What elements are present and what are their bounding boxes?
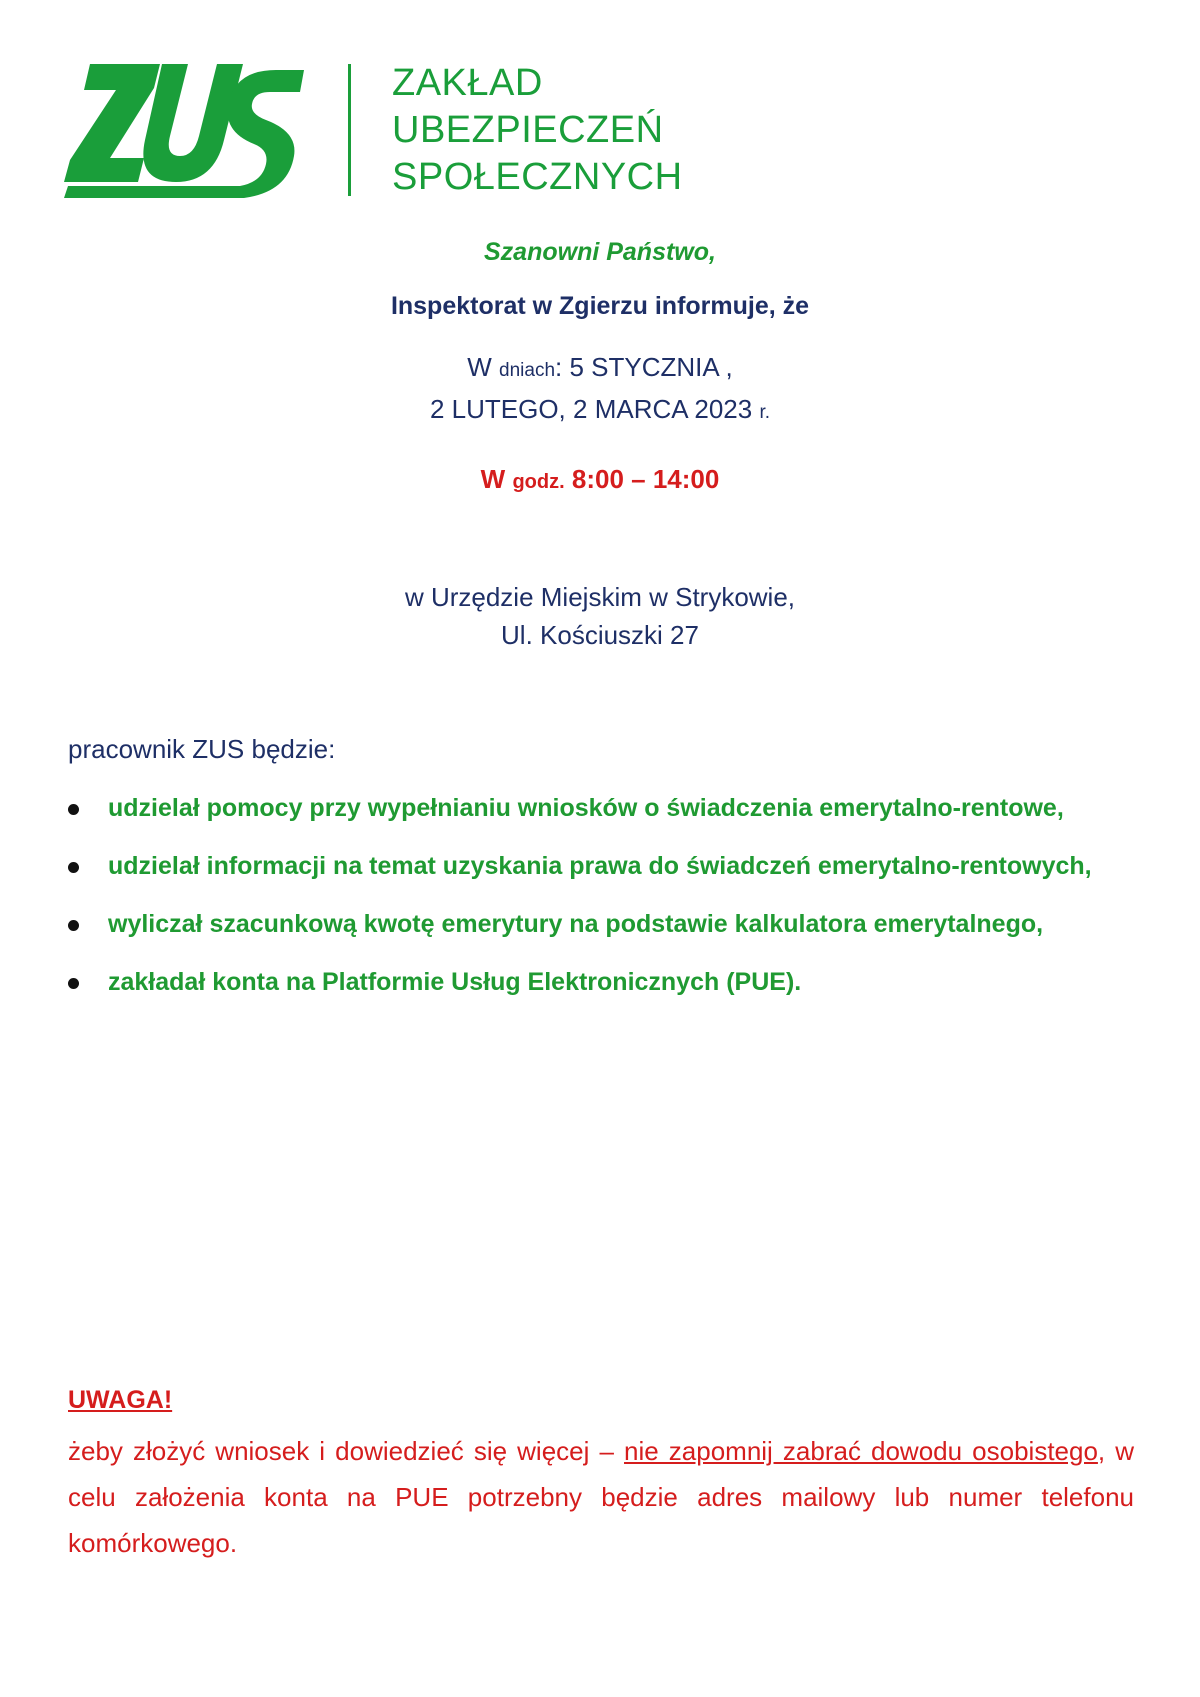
zus-logo	[64, 62, 304, 198]
duty-item	[68, 896, 1134, 953]
dates-line-2	[0, 390, 1200, 432]
duty-item	[68, 838, 1134, 895]
duty-item	[68, 780, 1134, 837]
hours-prefix-w: W	[480, 464, 506, 494]
hours-line	[0, 464, 1200, 495]
duty-text: udzielał informacji na temat uzyskania prawa do świadczeń emerytalno-rentowych,	[108, 852, 1092, 880]
duty-text: udzielał pomocy przy wypełnianiu wniosków o świadczenia emerytalno-rentowe,	[108, 794, 1064, 822]
inspektorat-line: Inspektorat w Zgierzu informuje, że	[390, 292, 810, 320]
dates-second: 2 LUTEGO, 2 MARCA 2023	[429, 394, 753, 424]
org-name-line-3: SPOŁECZNYCH	[392, 156, 683, 198]
bullet-icon	[68, 978, 79, 989]
logo-divider	[348, 64, 351, 196]
bullet-icon	[68, 920, 79, 931]
duties-list	[68, 780, 1134, 1012]
dates-block	[0, 348, 1200, 432]
zus-logo-mark	[64, 62, 304, 198]
hours-time: 8:00 – 14:00	[571, 464, 720, 494]
org-name-line-2: UBEZPIECZEŃ	[392, 109, 664, 151]
dates-suffix-r: r.	[759, 402, 771, 423]
place-line-2: Ul. Kościuszki 27	[501, 620, 699, 650]
org-name-line-1: ZAKŁAD	[392, 62, 543, 104]
duty-text: zakładał konta na Platformie Usług Elektronicznych (PUE).	[108, 968, 802, 996]
place-block	[0, 578, 1200, 654]
dates-line-1	[0, 348, 1200, 390]
place-line-1: w Urzędzie Miejskim w Strykowie,	[404, 582, 796, 612]
dates-prefix-w: W	[467, 352, 492, 382]
warning-title: UWAGA!	[68, 1386, 173, 1414]
organization-name	[392, 60, 683, 201]
bullet-icon	[68, 862, 79, 873]
hours-prefix-godz: godz.	[512, 471, 565, 493]
duty-item	[68, 954, 1134, 1011]
bullet-icon	[68, 804, 79, 815]
dates-prefix-dniach: dniach	[499, 360, 556, 381]
warning-text-start: żeby złożyć wniosek i dowiedzieć się więcej –	[68, 1436, 625, 1466]
duty-text: wyliczał szacunkową kwotę emerytury na podstawie kalkulatora emerytalnego,	[108, 910, 1044, 938]
greeting: Szanowni Państwo,	[484, 238, 716, 266]
warning-text-emphasis: nie zapomnij zabrać dowodu osobistego	[624, 1436, 1098, 1466]
dates-first: : 5 STYCZNIA ,	[555, 352, 733, 382]
warning-text	[68, 1428, 1134, 1566]
warning-text-end: , w celu założenia konta na PUE potrzebny będzie adres mailowy lub numer telefonu komórkowego.	[68, 1436, 1134, 1558]
duties-intro: pracownik ZUS będzie:	[68, 734, 336, 764]
